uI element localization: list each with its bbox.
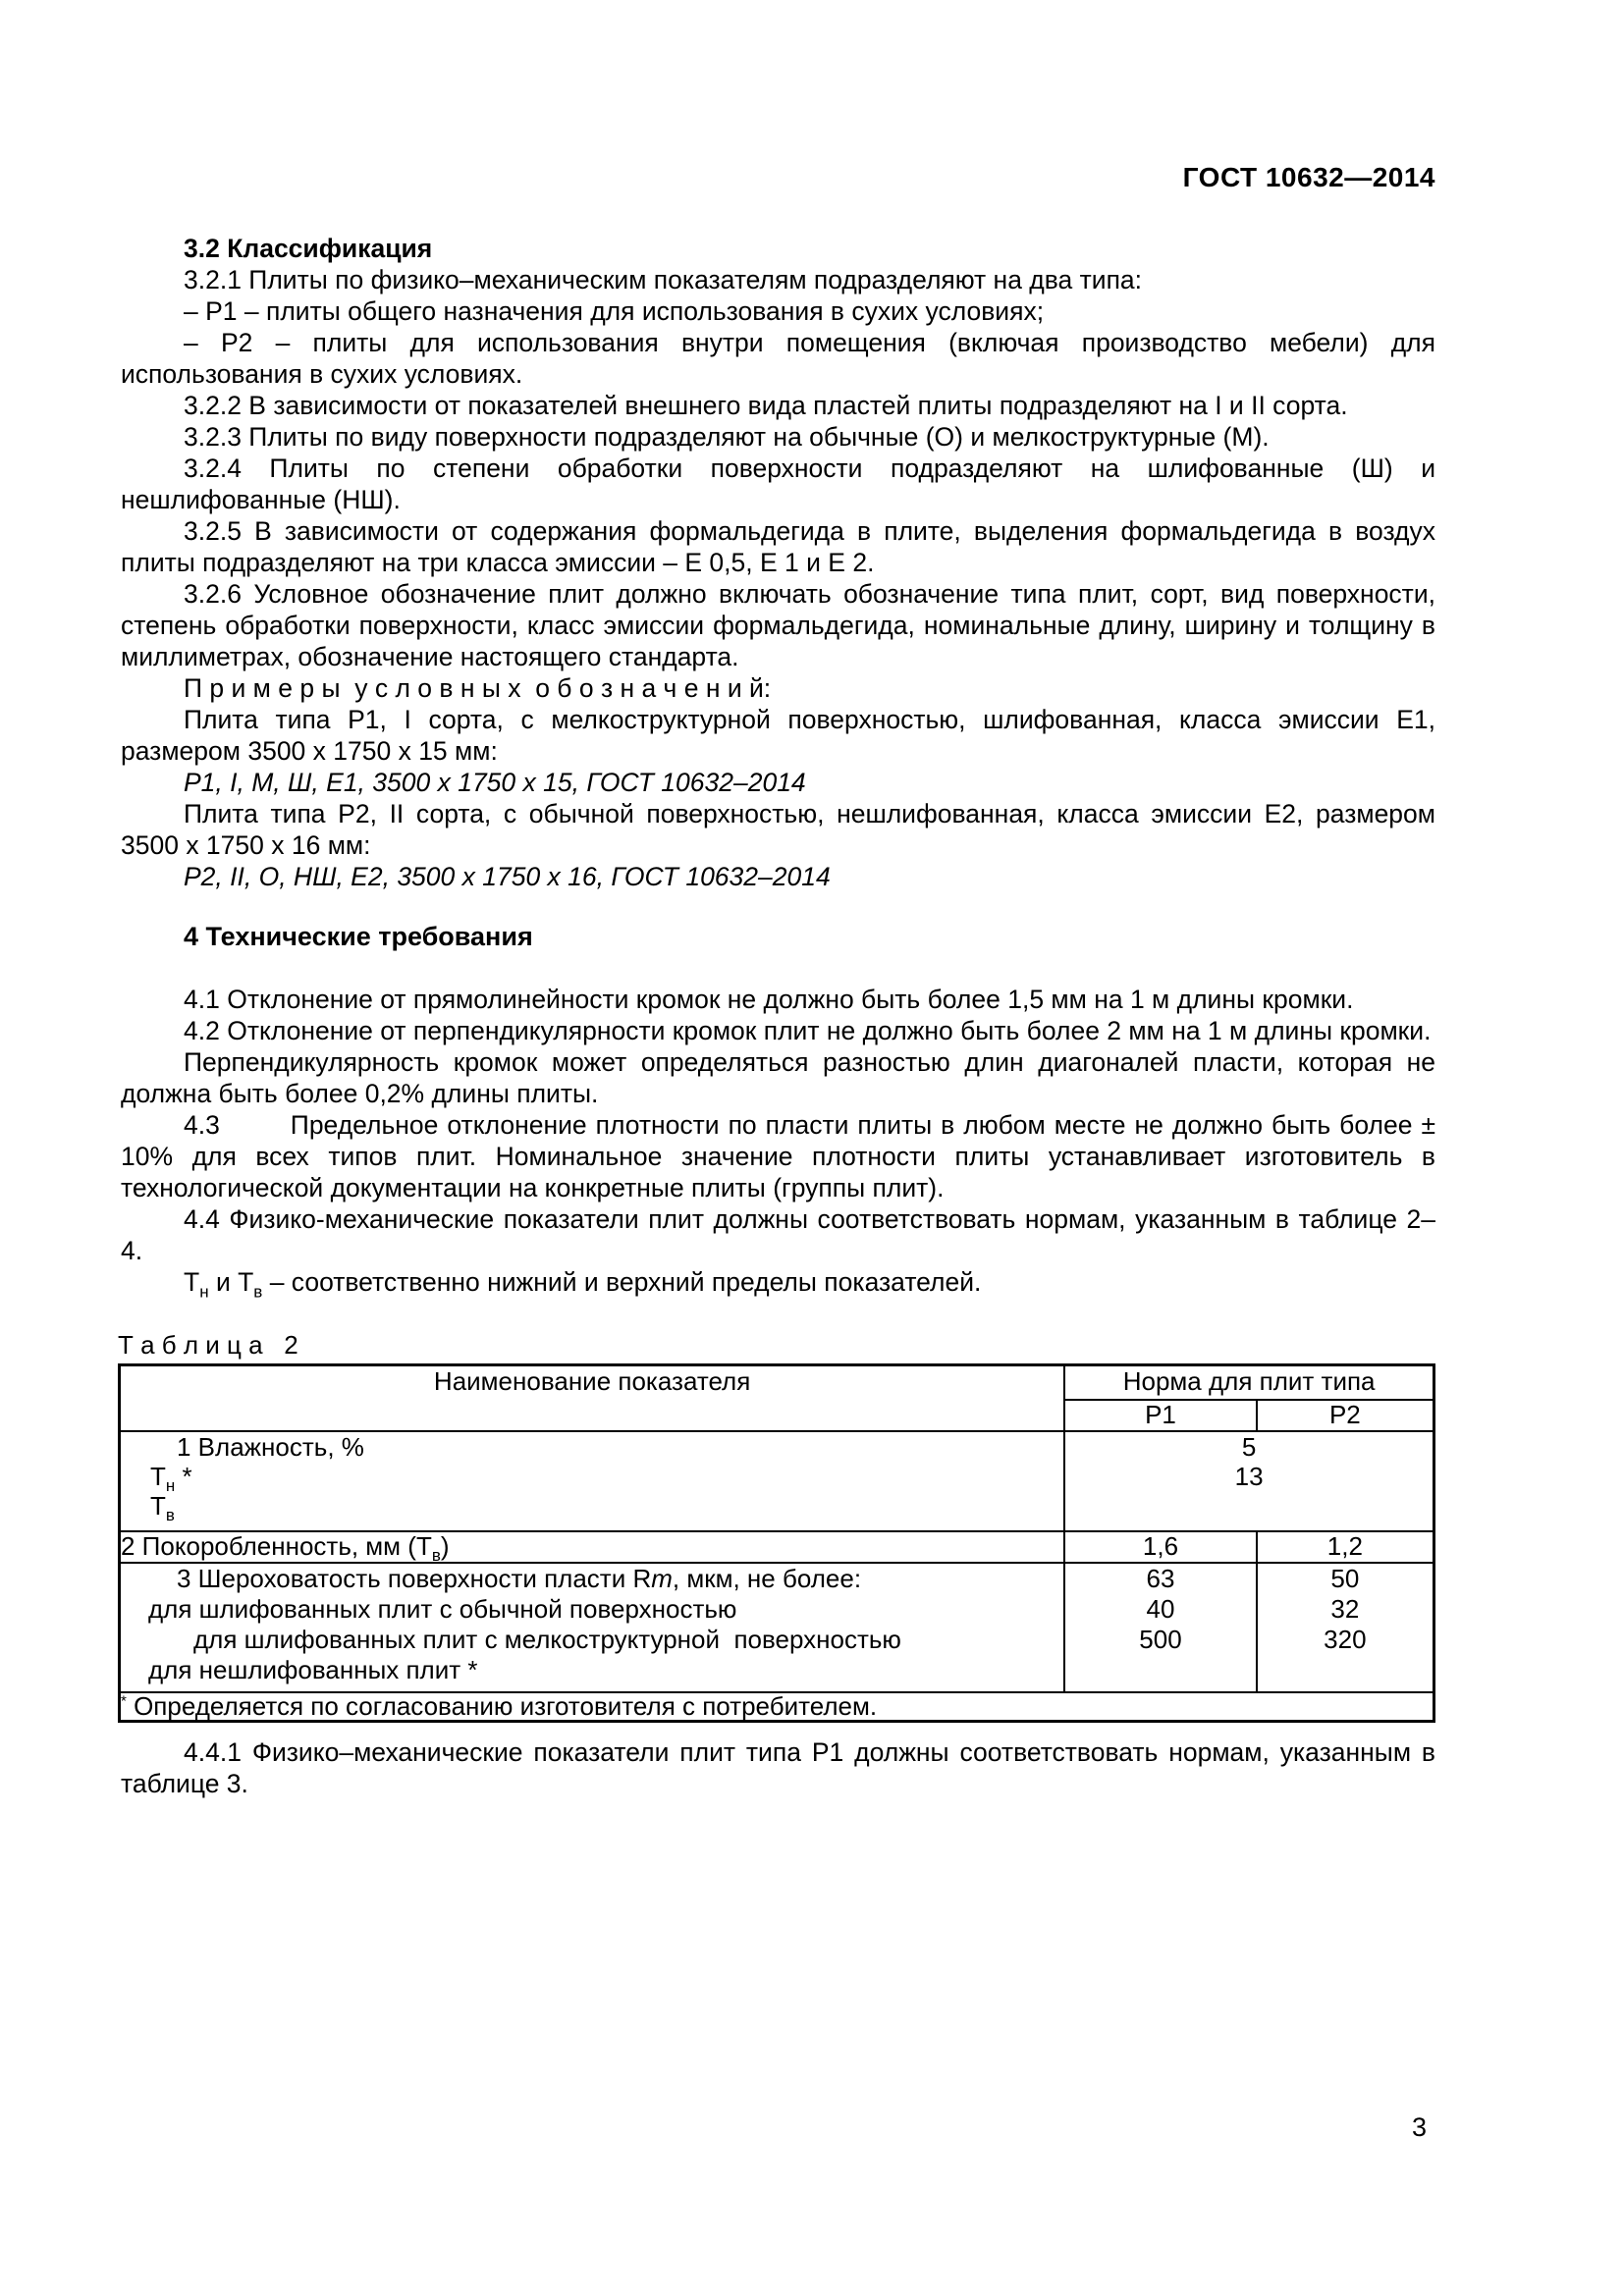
table-header-row-1 [120,1365,1434,1401]
legend-t1: Т [184,1267,200,1297]
page-content [118,162,1443,1799]
tn-letter: Т [150,1462,166,1491]
roughness-p2-values-cell [1257,1563,1434,1692]
roughness-label-cell [120,1563,1065,1692]
example-1-designation: Р1, I, М, Ш, Е1, 3500 х 1750 х 15, ГОСТ 10632–2014 [184,768,806,797]
roughness-item-2-label: для шлифованных плит с мелкоструктурной поверхностью [193,1625,901,1654]
para-legend-tn-tv [121,1266,1435,1302]
example-2-description: Плита типа Р2, II сорта, с обычной поверхностью, нешлифованная, класса эмиссии Е2, размером 3500 х 1750 х 16 мм: [121,799,1435,860]
humidity-label-cell [120,1431,1065,1531]
legend-rest: – соответственно нижний и верхний пределы показателей. [262,1267,982,1297]
list-item-p1: – Р1 – плиты общего назначения для использования в сухих условиях; [184,296,1045,326]
footnote-asterisk: * [121,1692,127,1710]
col-header-indicator-name: Наименование показателя [120,1365,1065,1432]
warpage-label-close: ) [440,1531,450,1561]
warpage-p1-value: 1,6 [1064,1531,1256,1563]
para-3-2-6: 3.2.6 Условное обозначение плит должно включать обозначение типа плит, сорт, вид поверхности, степень обработки поверхности, класс эмиссии формальдегида, номинальные длину, ширину и толщину в миллиметрах, обозначение настоящего стандарта. [121,579,1435,671]
para-3-2-1: 3.2.1 Плиты по физико–механическим показателям подразделяют на два типа: [184,265,1143,294]
list-item-p2: – Р2 – плиты для использования внутри помещения (включая производство мебели) для использования в сухих условиях. [121,328,1435,389]
tn-asterisk: * [175,1462,192,1491]
humidity-title: 1 Влажность, % [177,1432,364,1462]
humidity-values-cell [1064,1431,1434,1531]
tn-subscript: н [165,1476,176,1496]
roughness-item-2-p2: 32 [1330,1594,1360,1624]
heading-3-2: 3.2 Классификация [184,234,433,263]
roughness-item-3-label: для нешлифованных плит * [148,1655,478,1684]
roughness-item-2-p1: 40 [1146,1594,1175,1624]
roughness-p1-values-cell [1064,1563,1256,1692]
example-1-description: Плита типа Р1, I сорта, с мелкоструктурной поверхностью, шлифованная, класса эмиссии Е1, размером 3500 х 1750 х 15 мм: [121,705,1435,766]
humidity-tn-value: 5 [1241,1432,1257,1462]
col-header-p1: Р1 [1064,1400,1256,1431]
tv-subscript: в [165,1506,175,1525]
roughness-item-3-p1: 500 [1139,1625,1182,1654]
tv-letter: Т [150,1491,166,1521]
roughness-item-3-p2: 320 [1324,1625,1367,1654]
table-row-warpage [120,1531,1434,1563]
para-3-2-2: 3.2.2 В зависимости от показателей внешнего вида пластей плиты подразделяют на I и II сорта. [184,391,1348,420]
para-4-2: 4.2 Отклонение от перпендикулярности кромок плит не должно быть более 2 мм на 1 м длины кромки. [184,1016,1432,1045]
table-footnote-cell [120,1692,1434,1722]
humidity-tv-line [121,1491,1063,1525]
roughness-item-1-p2: 50 [1330,1564,1360,1593]
warpage-subscript: в [431,1546,441,1566]
warpage-p2-value: 1,2 [1257,1531,1434,1563]
warpage-label-cell [120,1531,1065,1566]
para-4-4-1: 4.4.1 Физико–механические показатели плит типа Р1 должны соответствовать нормам, указанным в таблице 3. [121,1737,1435,1798]
legend-sub-n: н [199,1282,209,1302]
para-4-1: 4.1 Отклонение от прямолинейности кромок не должно быть более 1,5 мм на 1 м длины кромки. [184,985,1354,1014]
para-3-2-3: 3.2.3 Плиты по виду поверхности подразделяют на обычные (О) и мелкоструктурные (М). [184,422,1270,452]
table-row-humidity [120,1431,1434,1531]
humidity-tn-line [121,1462,1063,1496]
roughness-rm-var: m [651,1564,673,1593]
page-number: 3 [1412,2112,1428,2142]
roughness-title-suffix: , мкм, не более: [672,1564,862,1593]
doc-header: ГОСТ 10632—2014 [1182,162,1435,192]
table-row-roughness [120,1563,1434,1692]
example-2-designation: Р2, II, О, НШ, Е2, 3500 х 1750 х 16, ГОСТ 10632–2014 [184,862,831,891]
para-4-4: 4.4 Физико-механические показатели плит должны соответствовать нормам, указанным в таблице 2–4. [121,1204,1435,1265]
footnote-text: Определяется по согласованию изготовителя с потребителем. [126,1691,878,1721]
heading-4: 4 Технические требования [184,922,533,951]
para-3-2-4: 3.2.4 Плиты по степени обработки поверхности подразделяют на шлифованные (Ш) и нешлифованные (НШ). [121,454,1435,514]
examples-label: П р и м е р ы у с л о в н ы х о б о з н а ч е н и й: [184,673,772,703]
table-footnote-row [120,1692,1434,1722]
legend-mid: и Т [208,1267,254,1297]
table-2-caption: Т а б л и ц а 2 [118,1330,298,1360]
roughness-item-1-label: для шлифованных плит с обычной поверхностью [148,1594,737,1624]
legend-sub-v: в [253,1282,263,1302]
col-header-p2: Р2 [1257,1400,1434,1431]
para-4-3: 4.3 Предельное отклонение плотности по пласти плиты в любом месте не должно быть более ± 10% для всех типов плит. Номинальное значение плотности плиты устанавливает изготовитель в технологической документации на конкретные плиты (группы плит). [121,1110,1443,1202]
roughness-title [121,1564,1063,1594]
table-2 [118,1363,1435,1723]
warpage-label: 2 Покоробленность, мм (Т [121,1531,432,1561]
roughness-title-prefix: 3 Шероховатость поверхности пласти R [177,1564,652,1593]
humidity-tv-value: 13 [1234,1462,1264,1491]
col-header-norm-group: Норма для плит типа [1064,1365,1434,1401]
para-3-2-5: 3.2.5 В зависимости от содержания формальдегида в плите, выделения формальдегида в воздух плиты подразделяют на три класса эмиссии – Е 0,5, Е 1 и Е 2. [121,516,1435,577]
para-4-2-note: Перпендикулярность кромок может определяться разностью длин диагоналей пласти, которая не должна быть более 0,2% длины плиты. [121,1047,1435,1108]
roughness-item-1-p1: 63 [1146,1564,1175,1593]
